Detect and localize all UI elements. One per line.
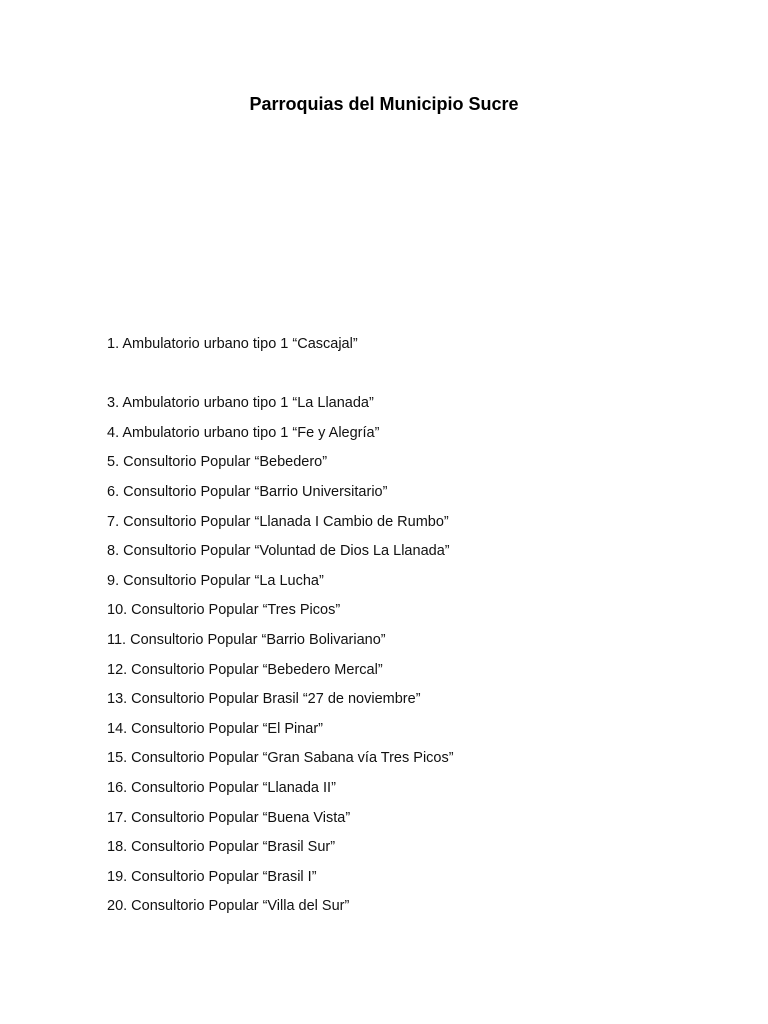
list-item: 15. Consultorio Popular “Gran Sabana vía Tres Picos” [107,750,454,767]
list-item: 6. Consultorio Popular “Barrio Universitario” [107,483,388,500]
document-title: Parroquias del Municipio Sucre [249,94,519,114]
list-item: 1. Ambulatorio urbano tipo 1 “Cascajal” [107,336,358,352]
list-item: 13. Consultorio Popular Brasil “27 de noviembre” [107,691,421,708]
list-item: 14. Consultorio Popular “El Pinar” [107,720,323,737]
list-item: 3. Ambulatorio urbano tipo 1 “La Llanada” [107,395,374,412]
list-item: 16. Consultorio Popular “Llanada II” [107,779,336,796]
list-item: 11. Consultorio Popular “Barrio Bolivariano” [107,631,386,648]
list-item: 8. Consultorio Popular “Voluntad de Dios La Llanada” [107,543,450,560]
list-item: 5. Consultorio Popular “Bebedero” [107,454,328,471]
list-item: 17. Consultorio Popular “Buena Vista” [107,809,351,826]
list-item: 7. Consultorio Popular “Llanada I Cambio de Rumbo” [107,513,449,530]
list-item: 19. Consultorio Popular “Brasil I” [107,868,317,885]
list-item: 10. Consultorio Popular “Tres Picos” [107,602,341,619]
list-item: 12. Consultorio Popular “Bebedero Mercal” [107,661,383,678]
list-item: 4. Ambulatorio urbano tipo 1 “Fe y Alegría” [107,424,380,441]
list-item: 20. Consultorio Popular “Villa del Sur” [107,898,350,915]
list-item: 9. Consultorio Popular “La Lucha” [107,572,324,589]
list-item: 18. Consultorio Popular “Brasil Sur” [107,839,336,856]
facility-list [107,334,707,926]
